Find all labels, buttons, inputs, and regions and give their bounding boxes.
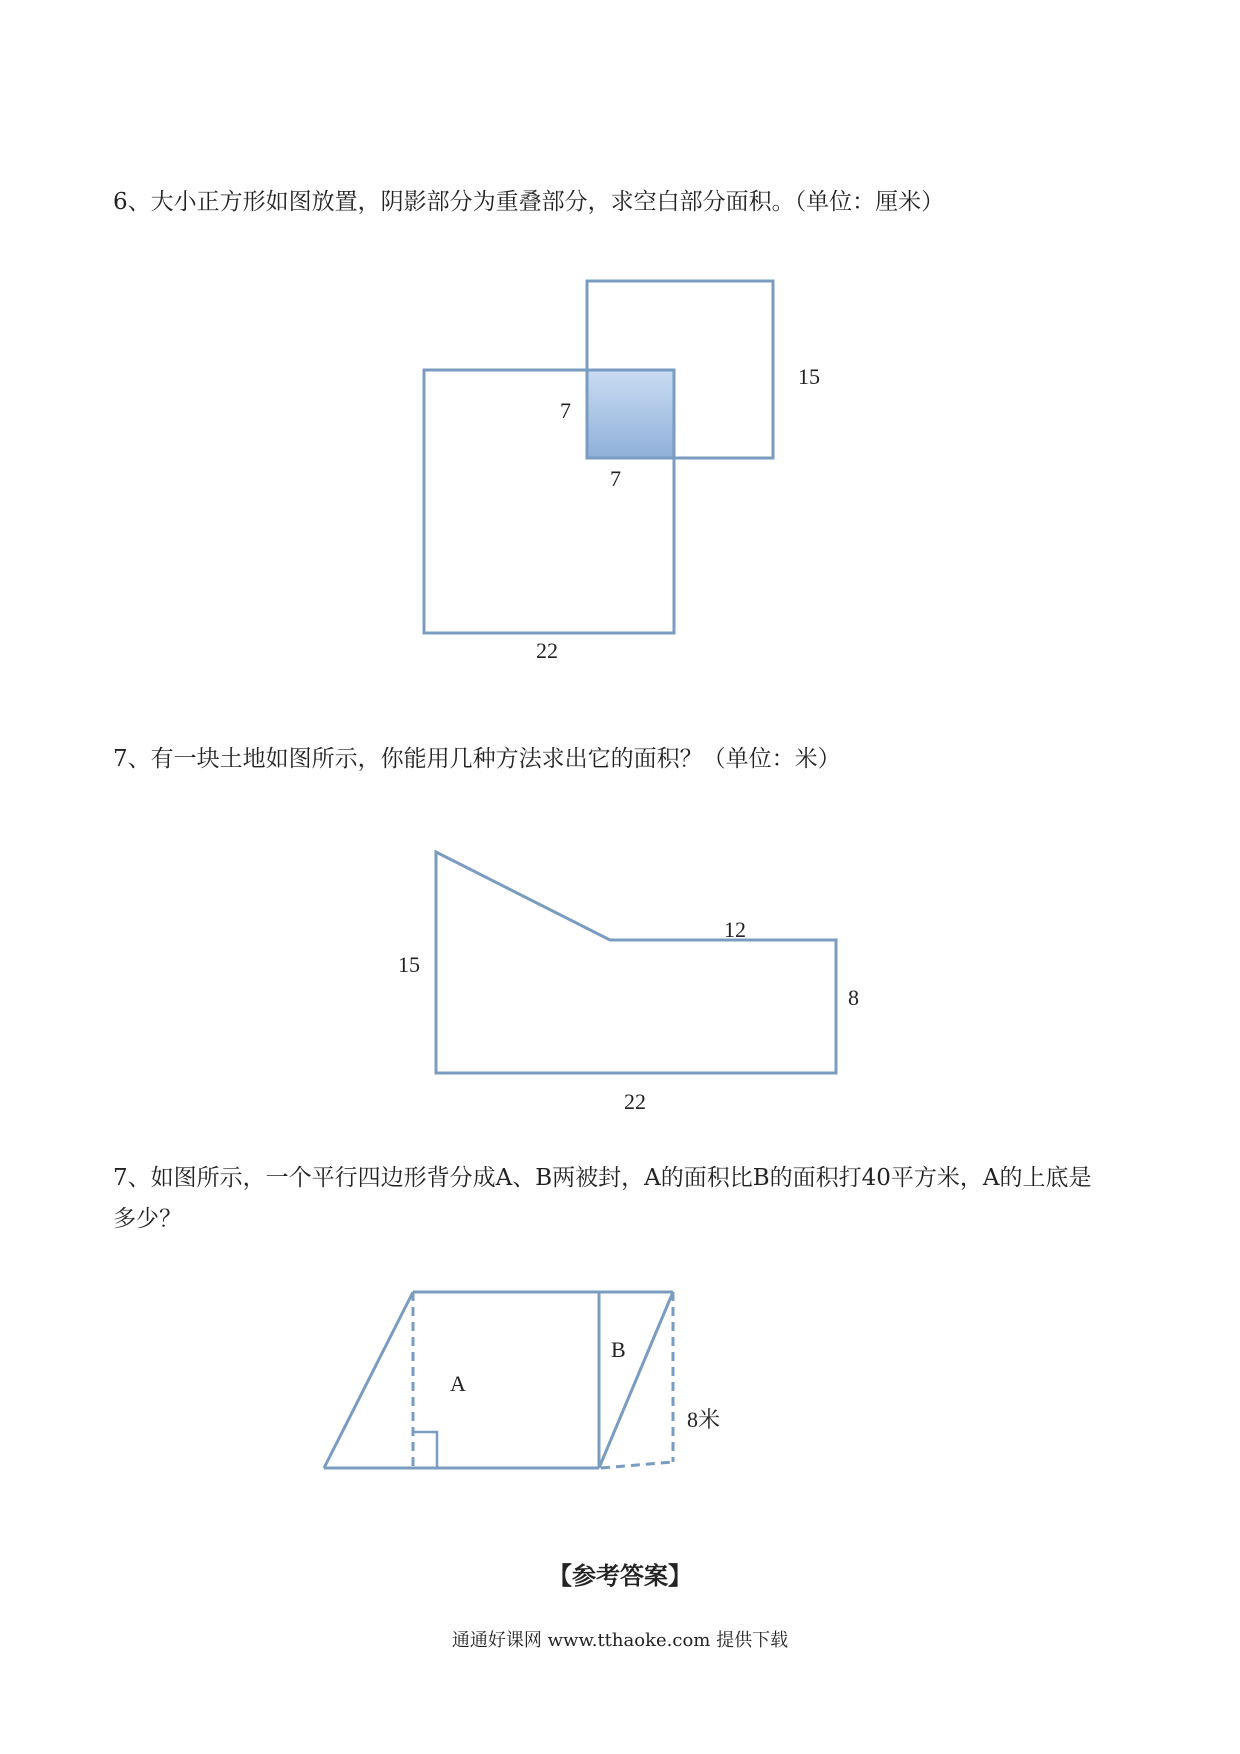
label-right-side: 8 — [848, 985, 859, 1010]
label-overlap-height: 7 — [560, 398, 571, 423]
label-region-a: A — [450, 1371, 466, 1396]
label-small-side: 15 — [798, 364, 820, 389]
parallelogram-right — [599, 1292, 673, 1468]
page-footer: 通通好课网 www.tthaoke.com 提供下载 — [451, 1630, 789, 1651]
base-dashed-extension — [601, 1462, 673, 1468]
label-top-right: 12 — [724, 917, 746, 942]
label-region-b: B — [611, 1337, 626, 1362]
question-7b-line2: 多少？ — [113, 1206, 182, 1232]
label-height: 8米 — [687, 1407, 721, 1432]
question-7b-line1: 7、如图所示，一个平行四边形背分成A、B两被封，A的面积比B的面积打40平方米，A的上底是 — [113, 1165, 1092, 1191]
question-7a-text: 7、有一块土地如图所示，你能用几种方法求出它的面积？（单位：米） — [113, 746, 841, 772]
label-bottom: 22 — [624, 1089, 646, 1114]
label-left-side: 15 — [398, 952, 420, 977]
parallelogram-left — [324, 1292, 413, 1468]
answer-heading: 【参考答案】 — [548, 1561, 692, 1590]
label-big-side: 22 — [536, 638, 558, 663]
label-overlap-width: 7 — [610, 466, 621, 491]
right-angle-mark — [413, 1432, 437, 1468]
question-6-text: 6、大小正方形如图放置，阴影部分为重叠部分，求空白部分面积。（单位：厘米） — [113, 189, 945, 215]
